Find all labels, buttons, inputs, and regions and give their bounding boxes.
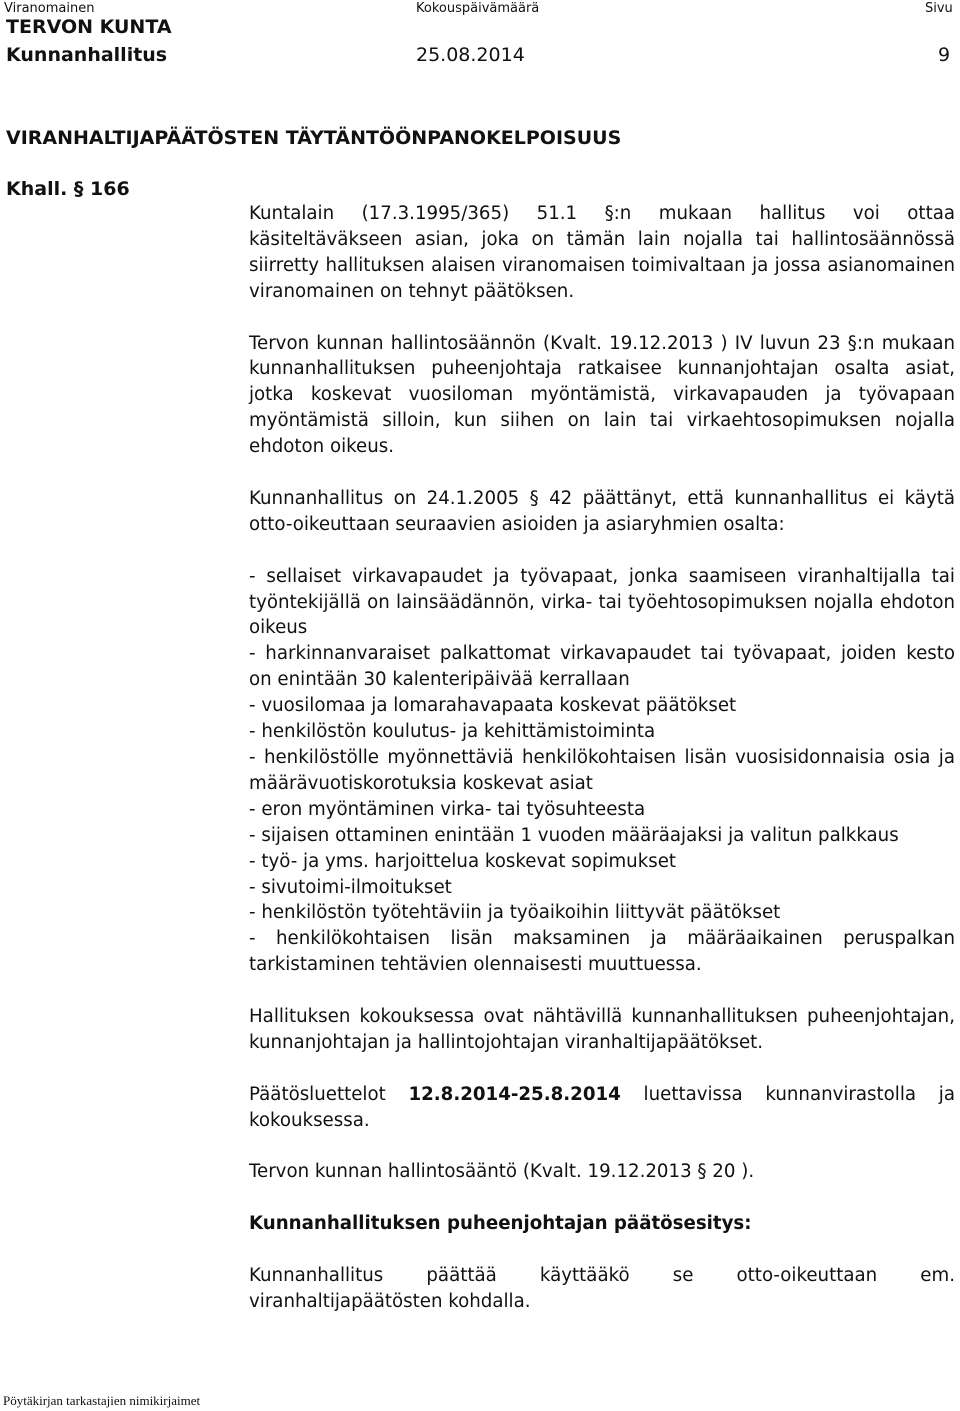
list-item: - sivutoimi-ilmoitukset xyxy=(249,876,452,898)
footer-initials-label: Pöytäkirjan tarkastajien nimikirjaimet xyxy=(3,1393,201,1408)
list-item: - henkilöstön koulutus- ja kehittämistoiminta xyxy=(249,721,656,743)
list-item: - henkilöstölle myönnettäviä henkilökohtaisen lisän vuosisidonnaisia osia ja määrävuotiskorotuksia koskevat asiat xyxy=(249,746,955,794)
list-item: - harkinnanvaraiset palkattomat virkavapaudet tai työvapaat, joiden kesto on enintään 30 kalenteripäivää kerrallaan xyxy=(249,643,955,691)
list-item: - eron myöntäminen virka- tai työsuhteesta xyxy=(249,798,646,820)
paatosluettelot-tail: luettavissa kunnanvirastolla ja kokouksessa. xyxy=(249,1083,955,1131)
list-item: - työ- ja yms. harjoittelua koskevat sopimukset xyxy=(249,850,677,872)
proposal-heading-text: Kunnanhallituksen puheenjohtajan päätösesitys: xyxy=(249,1213,752,1235)
list-item: - sijaisen ottaminen enintään 1 vuoden määräajaksi ja valitun palkkaus xyxy=(249,824,899,846)
main-content xyxy=(249,201,955,1315)
paragraph-otto-oikeus: Kunnanhallitus on 24.1.2005 § 42 päättänyt, että kunnanhallitus ei käytä otto-oikeuttaan seuraavien asioiden ja asiaryhmien osalta: xyxy=(249,487,955,535)
section-number: Khall. § 166 xyxy=(6,178,130,200)
list-item: - henkilöstön työtehtäviin ja työaikoihin liittyvät päätökset xyxy=(249,902,781,924)
paragraph-paatosluettelot xyxy=(249,1082,955,1134)
body-name: Kunnanhallitus xyxy=(6,44,168,66)
municipality-name: TERVON KUNTA xyxy=(6,16,172,38)
meeting-date: 25.08.2014 xyxy=(416,44,525,66)
page-number: 9 xyxy=(938,44,951,66)
paatosluettelot-lead: Päätösluettelot xyxy=(249,1083,409,1105)
list-item: - vuosilomaa ja lomarahavapaata koskevat päätökset xyxy=(249,695,737,717)
paragraph-hallintosaanto: Tervon kunnan hallintosäännön (Kvalt. 19.12.2013 ) IV luvun 23 §:n mukaan kunnanhallituksen puheenjohtaja ratkaisee kunnanjohtajan osalta asiat, jotka koskevat vuosiloman myöntämistä, virkavapauden ja työvapaan myöntämistä silloin, kun siihen on lain tai virkaehtosopimuksen nojalla ehdoton oikeus. xyxy=(249,332,955,458)
header-meeting-date-label: Kokouspäivämäärä xyxy=(416,1,540,16)
proposal-heading xyxy=(249,1211,955,1237)
header-authority-label: Viranomainen xyxy=(4,1,95,16)
header-page-label: Sivu xyxy=(925,1,953,16)
list-item: - sellaiset virkavapaudet ja työvapaat, jonka saamiseen viranhaltijalla tai työntekijällä on lainsäädännön, virka- tai työehtosopimuksen nojalla ehdoton oikeus xyxy=(249,565,955,639)
list-item: - henkilökohtaisen lisän maksaminen ja määräaikainen peruspalkan tarkistaminen tehtävien olennaisesti muuttuessa. xyxy=(249,928,955,976)
paragraph-kuntalaki: Kuntalain (17.3.1995/365) 51.1 §:n mukaan hallitus voi ottaa käsiteltäväkseen asian, joka on tämän lain nojalla tai hallintosäännössä siirretty hallituksen alaisen viranomaisen toimivaltaan ja jossa asianomainen viranomainen on tehnyt päätöksen. xyxy=(249,203,955,302)
proposal-text: Kunnanhallitus päättää käyttääkö se otto-oikeuttaan em. viranhaltijapäätösten kohdalla. xyxy=(249,1265,955,1312)
paragraph-nahtavilla: Hallituksen kokouksessa ovat nähtävillä kunnanhallituksen puheenjohtajan, kunnanjohtajan ja hallintojohtajan viranhaltijapäätökset. xyxy=(249,1006,955,1053)
paatosluettelot-dates: 12.8.2014-25.8.2014 xyxy=(408,1083,621,1105)
bullet-list xyxy=(249,564,955,979)
document-title: VIRANHALTIJAPÄÄTÖSTEN TÄYTÄNTÖÖNPANOKELPOISUUS xyxy=(6,127,622,149)
paragraph-hallintosaanto-ref: Tervon kunnan hallintosääntö (Kvalt. 19.12.2013 § 20 ). xyxy=(249,1161,755,1183)
